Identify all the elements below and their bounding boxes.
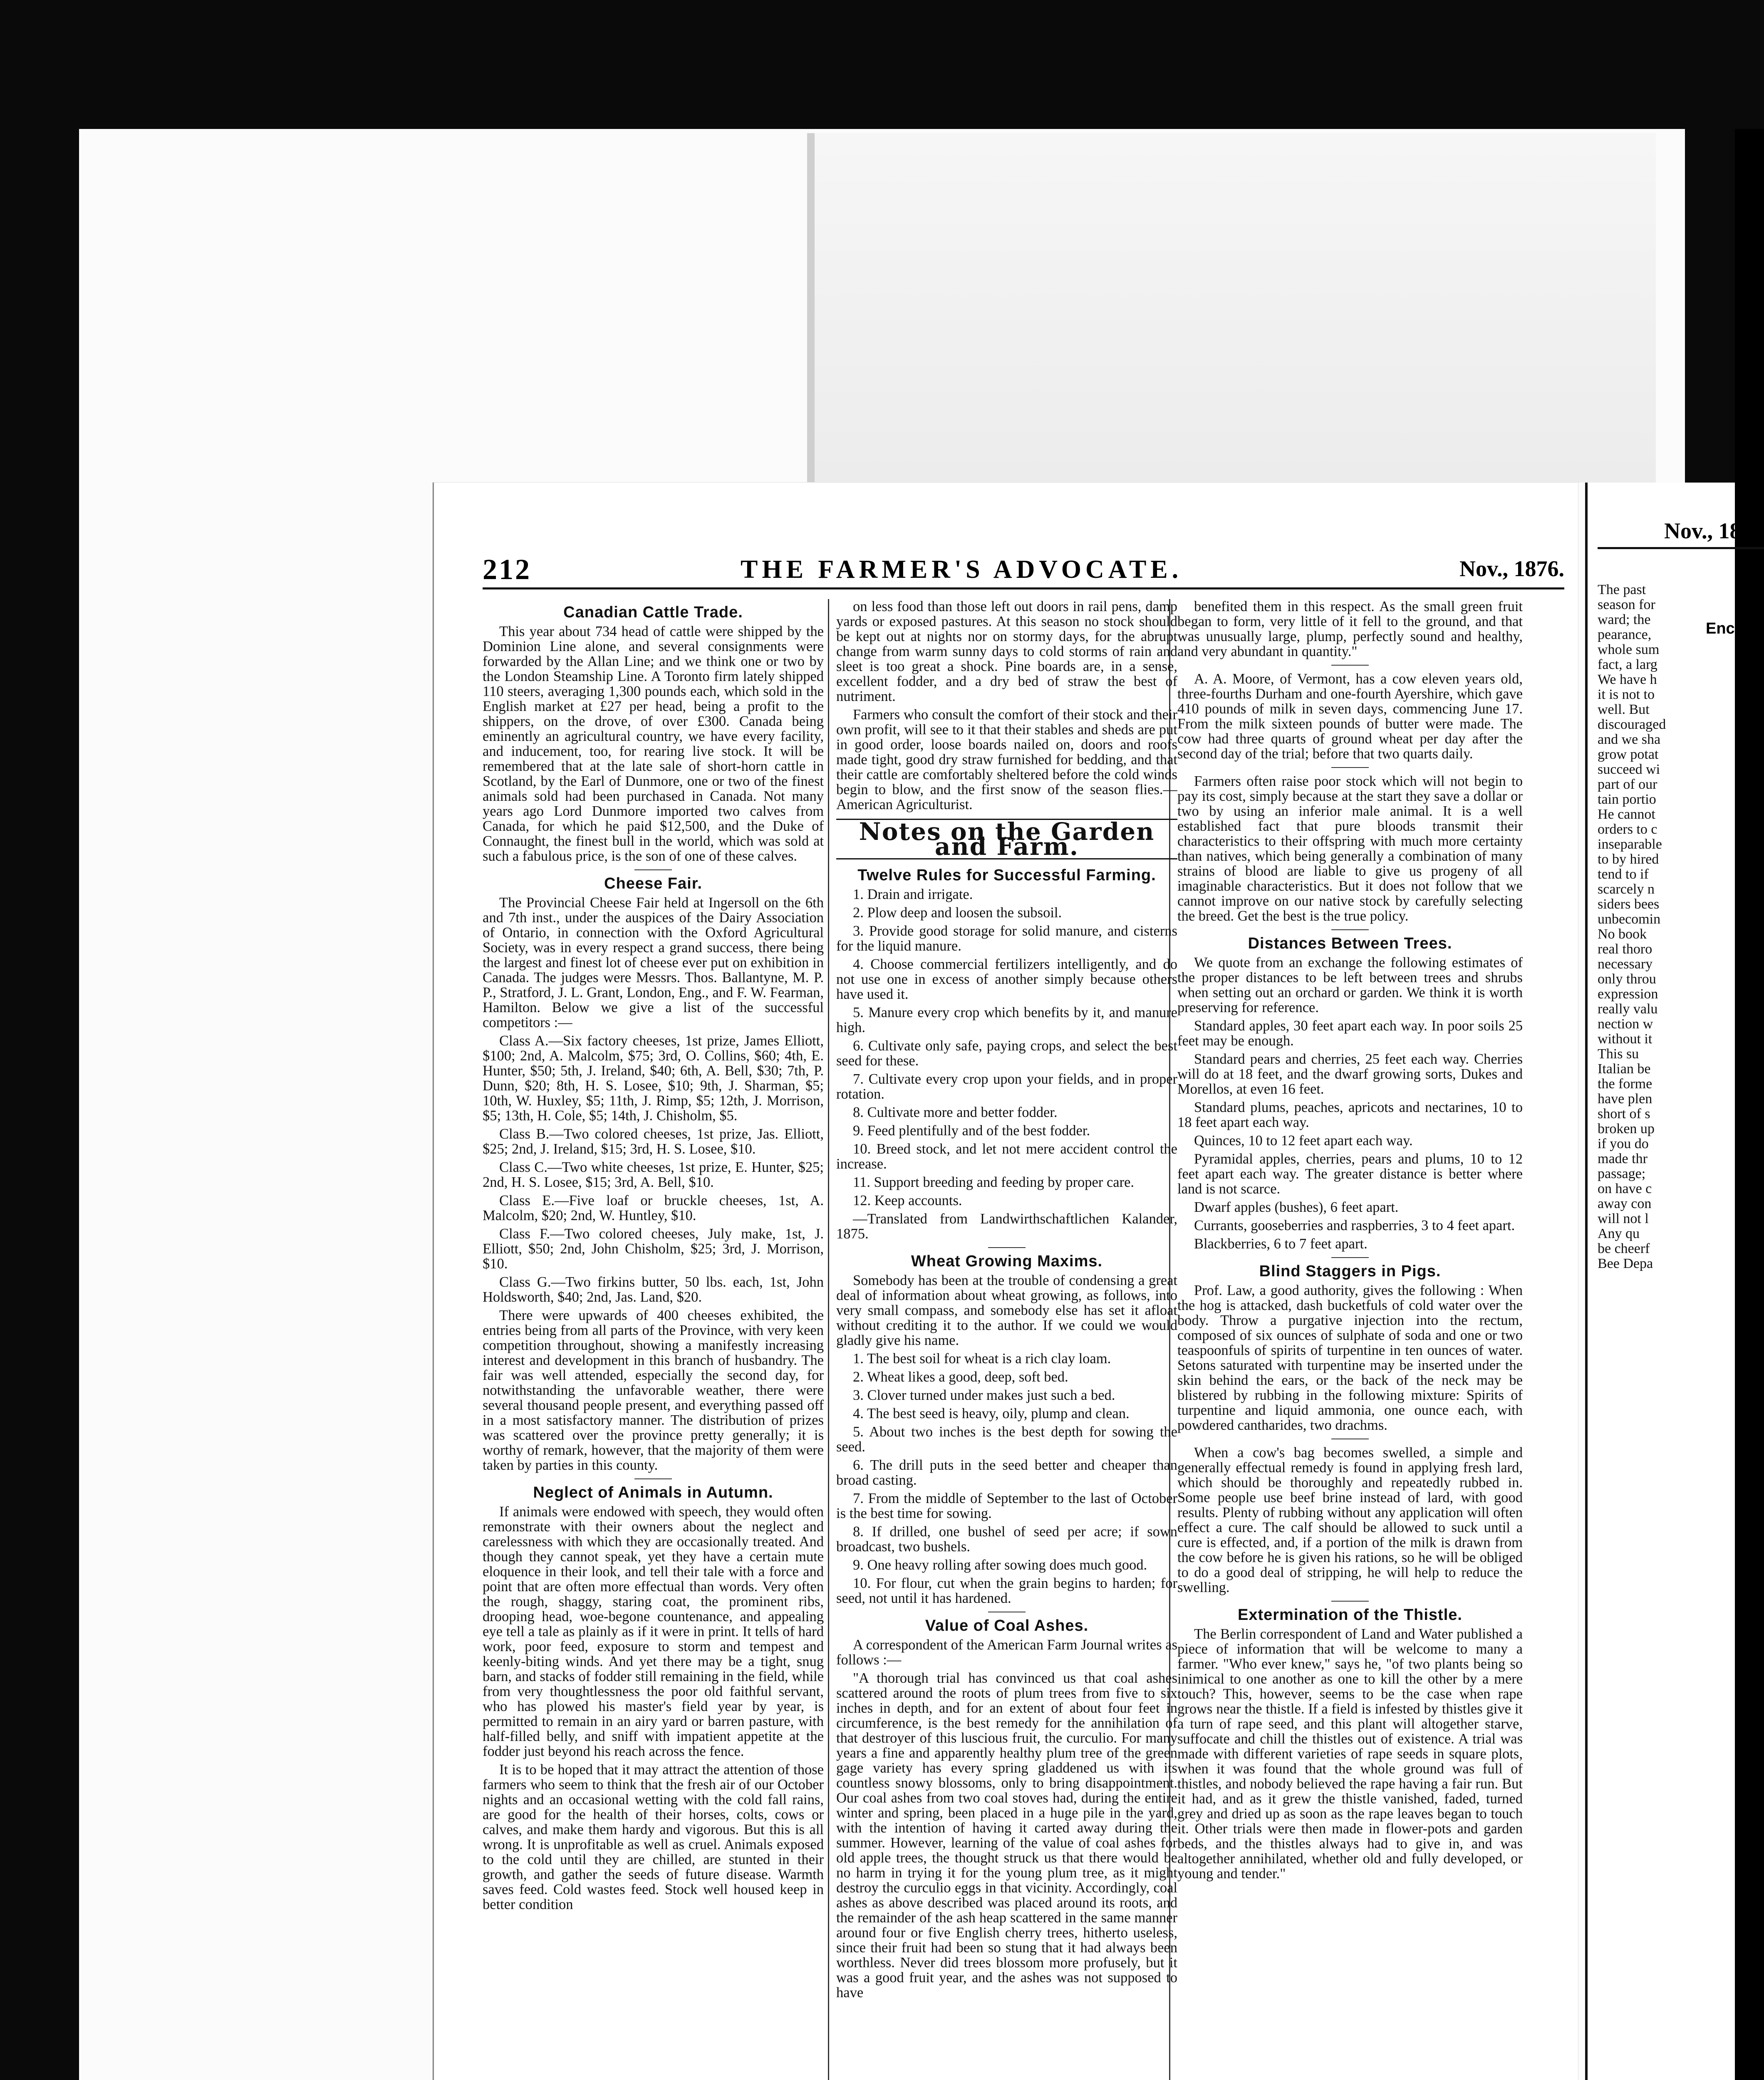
next-page-line: away con xyxy=(1598,1196,1652,1211)
rule-item: 8. Cultivate more and better fodder. xyxy=(853,1104,1058,1120)
next-page-line: part of our xyxy=(1598,777,1657,792)
tree-distance-item: Blackberries, 6 to 7 feet apart. xyxy=(1194,1236,1368,1252)
next-page-line: passage; xyxy=(1598,1166,1646,1181)
issue-date: Nov., 1876. xyxy=(1459,556,1564,581)
article-paragraph: Somebody has been at the trouble of condensing a great deal of information about wheat growing, as follows, into very small compass, and somebody else has set it afloat without crediting it to the author. If we could we would gladly give his name. xyxy=(836,1273,1177,1348)
prize-list-entry: Class E.—Five loaf or bruckle cheeses, 1st, A. Malcolm, $20; 2nd, W. Huntley, $10. xyxy=(483,1193,824,1223)
divider xyxy=(1331,767,1369,768)
header-rule xyxy=(483,587,1564,589)
next-page-line: broken up xyxy=(1598,1121,1655,1137)
next-page-line: Italian be xyxy=(1598,1061,1651,1077)
page-header xyxy=(483,553,1564,587)
next-page-line: made thr xyxy=(1598,1151,1648,1166)
tree-distance-item: Currants, gooseberries and raspberries, 3 to 4 feet apart. xyxy=(1194,1218,1515,1233)
column-divider xyxy=(828,599,829,2080)
next-page-line: whole sum xyxy=(1598,642,1660,657)
next-page-line: nection w xyxy=(1598,1016,1653,1032)
article-paragraph: When a cow's bag becomes swelled, a simple and generally effectual remedy is found in applying fresh lard, which should be thoroughly and repeatedly rubbed in. Some people use beef brine instead of lard, with good results. Plenty of rubbing without any application will often effect a cure. The calf should be allowed to suck until a cure is effected, and, if a portion of the milk is drawn from the cow before he is given his rations, so he will be obliged to do a good deal of stripping, he will help to reduce the swelling. xyxy=(1177,1445,1523,1595)
next-page-line: really valu xyxy=(1598,1001,1658,1017)
tree-distance-item: Pyramidal apples, cherries, pears and plums, 10 to 12 feet apart each way. The greater distance is better where land is not scarce. xyxy=(1177,1151,1523,1197)
next-page-line: The past xyxy=(1598,582,1646,597)
maxim-item: 10. For flour, cut when the grain begins to harden; for seed, not until it has hardened. xyxy=(836,1575,1177,1606)
article-paragraph: benefited them in this respect. As the small green fruit began to form, very little of it fell to the ground, and that was unusually large, plump, perfectly sound and healthy, and very abundant in quantity." xyxy=(1177,599,1523,659)
rule-item: 9. Feed plentifully and of the best fodder. xyxy=(853,1123,1090,1139)
next-page-line: real thoro xyxy=(1598,941,1653,957)
article-paragraph: Prof. Law, a good authority, gives the following : When the hog is attacked, dash bucketfuls of cold water over the body. Throw a purgative injection into the rectum, composed of six ounces of sulphate of soda and one or two teaspoonfuls of spirits of turpentine in ten ounces of water. Setons saturated with turpentine may be inserted under the skin behind the ears, or the back of the neck may be blistered by rubbing in the following mixture: Spirits of turpentine and liquid ammonia, one ounce each, with powdered cantharides, two drachms. xyxy=(1177,1283,1523,1433)
next-page-line: only throu xyxy=(1598,971,1656,987)
next-page-text-fragment xyxy=(1598,582,1731,1271)
next-page-line: tend to if xyxy=(1598,867,1649,882)
article-paragraph: Farmers who consult the comfort of their stock and their own profit, will see to it that their stables and sheds are put in good order, loose boards nailed on, doors and roofs made tight, good dry straw furnished for bedding, and that their cattle are comfortably sheltered before the cold winds begin to blow, and the first snow of the season flies.—American Agriculturist. xyxy=(836,707,1177,812)
maxim-item: 3. Clover turned under makes just such a bed. xyxy=(853,1387,1115,1403)
next-page-line: He cannot xyxy=(1598,807,1655,822)
rule-item: 12. Keep accounts. xyxy=(853,1193,962,1208)
next-page-line: it is not to xyxy=(1598,687,1655,702)
folded-page-area xyxy=(807,133,1656,483)
maxim-item: 8. If drilled, one bushel of seed per acre; if sown broadcast, two bushels. xyxy=(836,1524,1177,1555)
divider xyxy=(1331,1601,1369,1602)
rule-item: 1. Drain and irrigate. xyxy=(853,886,973,902)
scan-border-right xyxy=(1735,129,1764,2080)
next-page-line: if you do xyxy=(1598,1136,1649,1151)
rule-item: 2. Plow deep and loosen the subsoil. xyxy=(853,905,1062,921)
next-page-line: and we sha xyxy=(1598,732,1661,747)
maxim-item: 6. The drill puts in the seed better and cheaper than broad casting. xyxy=(836,1457,1177,1488)
article-heading: Cheese Fair. xyxy=(604,875,702,892)
next-page-line: be cheerf xyxy=(1598,1241,1650,1256)
prize-list-entry: Class C.—Two white cheeses, 1st prize, E. Hunter, $25; 2nd, H. S. Losee, $15; 3rd, A. Bell, $10. xyxy=(483,1159,824,1190)
article-paragraph: If animals were endowed with speech, they would often remonstrate with their owners about the neglect and carelessness with which they are occasionally treated. And though they cannot speak, yet they have a certain mute eloquence in their look, and tell their tale with a force and point that are often more effectual than words. Very often the rough, shaggy, staring coat, the prominent ribs, drooping head, woe-begone countenance, and appealing eye tell a tale as plainly as if it were in print. It tells of hard work, poor feed, exposure to storm and tempest and keenly-biting winds. And yet there may be a tight, snug barn, and stacks of fodder still remaining in the field, while from very thoughtlessness the poor old faithful servant, who has plowed his master's field year by year, is permitted to remain in an airy yard or barren pasture, with half-filled belly, and sniff with impatient appetite at the fodder just beyond his reach across the fence. xyxy=(483,1504,824,1759)
article-paragraph: The Provincial Cheese Fair held at Ingersoll on the 6th and 7th inst., under the auspices of the Dairy Association of Ontario, in connection with the Oxford Agricultural Society, was in every respect a grand success, there being the largest and finest lot of cheese ever put on exhibition in Canada. The judges were Messrs. Thos. Ballantyne, M. P. P., Stratford, J. L. Grant, London, Eng., and F. W. Fearman, Hamilton. Below we give a list of the successful competitors :— xyxy=(483,895,824,1030)
article-source: —Translated from Landwirthschaftlichen Kalander, 1875. xyxy=(836,1211,1177,1242)
divider xyxy=(1331,929,1369,930)
article-paragraph: A correspondent of the American Farm Journal writes as follows :— xyxy=(836,1637,1177,1668)
article-heading: Extermination of the Thistle. xyxy=(1238,1606,1462,1624)
tree-distance-item: Standard plums, peaches, apricots and nectarines, 10 to 18 feet apart each way. xyxy=(1177,1099,1523,1130)
article-paragraph: A. A. Moore, of Vermont, has a cow eleven years old, three-fourths Durham and one-fourth Ayershire, which gave 410 pounds of milk in seven days, commencing June 17. From the milk sixteen pounds of butter were made. The cow had three quarts of ground wheat per day after the second day of the trial; before that two quarts daily. xyxy=(1177,671,1523,762)
tree-distance-item: Standard pears and cherries, 25 feet each way. Cherries will do at 18 feet, and the dwarf growing sorts, Dukes and Morellos, at even 16 feet. xyxy=(1177,1051,1523,1097)
tree-distance-item: Quinces, 10 to 12 feet apart each way. xyxy=(1194,1133,1413,1149)
divider xyxy=(988,1247,1026,1248)
article-paragraph: There were upwards of 400 cheeses exhibited, the entries being from all parts of the Province, with very keen competition throughout, showing a manifestly increasing interest and development in this branch of husbandry. The fair was well attended, especially the second day, for notwithstanding the unfavorable weather, there were several thousand people present, and everything passed off in a most satisfactory manner. The distribution of prizes was scattered over the province pretty generally; it is worthy of remark, however, that the majority of them were taken by parties in this county. xyxy=(483,1307,824,1473)
next-page-line: on have c xyxy=(1598,1181,1652,1196)
next-page-line: tain portio xyxy=(1598,792,1656,807)
next-page-line: succeed wi xyxy=(1598,762,1660,777)
next-page-line: short of s xyxy=(1598,1106,1650,1122)
rule-item: 10. Breed stock, and let not mere accident control the increase. xyxy=(836,1141,1177,1172)
next-page-line: siders bees xyxy=(1598,896,1660,912)
next-page-line: discouraged xyxy=(1598,717,1666,732)
next-page-line: grow potat xyxy=(1598,747,1659,762)
article-heading: Canadian Cattle Trade. xyxy=(563,604,743,621)
next-page-line: fact, a larg xyxy=(1598,657,1657,672)
article-paragraph: It is to be hoped that it may attract the attention of those farmers who seem to think that the fresh air of our October nights and an occasional wetting with the cold fall rains, are good for the health of their horses, colts, cows or calves, and make them hardy and vigorous. But this is all wrong. It is unprofitable as well as cruel. Animals exposed to the cold until they are chilled, are stunted in their growth, and gather the seeds of future disease. Warmth saves feed. Cold wastes feed. Stock well housed keep in better condition xyxy=(483,1762,824,1912)
article-paragraph: This year about 734 head of cattle were shipped by the Dominion Line alone, and several consignments were forwarded by the Allan Line; and we think one or two by the London Steamship Line. A Toronto firm lately shipped 110 steers, averaging 1,300 pounds each, which sold in the English market at £27 per head, being a profit to the shippers, on the drove, of over £300. Canada being eminently an agricultural country, we have every facility, and inducement, too, for rearing live stock. It will be remembered that at the late sale of short-horn cattle in Scotland, by the Earl of Dunmore, one or two of the finest animals sold had been purchased in Canada. Not many years ago Lord Dunmore imported two calves from Canada, for which he paid $12,500, and the Duke of Connaught, the finest bull in the world, which was sold at such a fabulous price, is the son of one of these calves. xyxy=(483,624,824,864)
next-page-date: Nov., 18 xyxy=(1664,518,1741,543)
prize-list-entry: Class G.—Two firkins butter, 50 lbs. each, 1st, John Holdsworth, $40; 2nd, Jas. Land, $20. xyxy=(483,1274,824,1305)
column-1 xyxy=(483,599,824,2080)
rule-item: 7. Cultivate every crop upon your fields, and in proper rotation. xyxy=(836,1071,1177,1102)
next-page-line: orders to c xyxy=(1598,822,1657,837)
next-page-line: to by hired xyxy=(1598,852,1659,867)
article-paragraph: We quote from an exchange the following estimates of the proper distances to be left between trees and shrubs when setting out an orchard or garden. We think it is worth preserving for reference. xyxy=(1177,955,1523,1015)
column-2 xyxy=(836,599,1177,2080)
next-page-line: inseparable xyxy=(1598,837,1662,852)
article-paragraph: on less food than those left out doors in rail pens, damp yards or exposed pastures. At this season no stock should be kept out at nights nor on stormy days, for the abrupt change from warm sunny days to cold storms of rain and sleet is too great a shock. Pine boards are, in a sense, excellent fodder, and a dry bed of straw the best of nutriment. xyxy=(836,599,1177,704)
article-paragraph: The Berlin correspondent of Land and Water published a piece of information that will be welcome to many a farmer. "Who ever knew," says he, "of two plants being so inimical to one another as one to kill the other by a mere touch? This, however, seems to be the case when rape grows near the thistle. If a field is infested by thistles give it a turn of rape seed, and this plant will altogether starve, suffocate and chill the thistles out of existence. A trial was made with different varieties of rape seeds in square plots, when it was found that the whole ground was full of thistles, and nobody believed the rape having a fair run. But it had, and as it grew the thistle vanished, faded, turned grey and dried up as soon as the rape leaves began to touch it. Other trials were then made in flower-pots and garden beds, and the thistles always had to give in, and was altogether annihilated, whether old and fully developed, or young and tender." xyxy=(1177,1626,1523,1882)
article-paragraph: "A thorough trial has convinced us that coal ashes scattered around the roots of plum trees from five to six inches in depth, and for an extent of about four feet in circumference, is the best remedy for the annihilation of that destroyer of this luscious fruit, the curculio. For many years a fine and apparently healthy plum tree of the green gage variety has every spring gladdened us with its countless snowy blossoms, only to bring disappointment. Our coal ashes from two coal stoves had, during the entire winter and spring, been placed in a huge pile in the yard, with the intention of having it carted away during the summer. However, learning of the value of coal ashes for old apple trees, the thought struck us that there would be no harm in trying it for the young plum tree, as it might destroy the curculio eggs in that vicinity. Accordingly, coal ashes as above described was placed around its roots, and the remainder of the ash heap scattered in the same manner around four or five English cherry trees, hitherto useless, since their fruit had been so stung that it had always been worthless. Never did trees blossom more profusely, but it was a good fruit year, and the ashes was not supposed to have xyxy=(836,1670,1177,2001)
next-page-line: will not l xyxy=(1598,1211,1649,1226)
next-page-header-rule xyxy=(1598,547,1764,549)
page-number: 212 xyxy=(483,554,531,586)
next-page-line: have plen xyxy=(1598,1091,1653,1107)
article-heading: Value of Coal Ashes. xyxy=(925,1617,1089,1634)
rule-item: 11. Support breeding and feeding by proper care. xyxy=(853,1174,1135,1190)
column-3 xyxy=(1177,599,1523,2080)
rule-item: 5. Manure every crop which benefits by it, and manure high. xyxy=(836,1005,1177,1035)
divider xyxy=(634,869,672,870)
article-heading: Distances Between Trees. xyxy=(1248,935,1452,952)
article-heading: Twelve Rules for Successful Farming. xyxy=(857,867,1156,884)
masthead-title: THE FARMER'S ADVOCATE. xyxy=(741,555,1183,584)
next-page-line: expression xyxy=(1598,986,1658,1002)
rule-item: 3. Provide good storage for solid manure, and cisterns for the liquid manure. xyxy=(836,923,1177,954)
prize-list-entry: Class B.—Two colored cheeses, 1st prize, Jas. Elliott, $25; 2nd, J. Ireland, $15; 3rd, H. S. Losee, $10. xyxy=(483,1126,824,1157)
tree-distance-item: Dwarf apples (bushes), 6 feet apart. xyxy=(1194,1199,1399,1215)
rule-item: 4. Choose commercial fertilizers intelligently, and do not use one in excess of another simply because others have used it. xyxy=(836,956,1177,1002)
next-page-line: scarcely n xyxy=(1598,882,1655,897)
next-page-line: Bee Depa xyxy=(1598,1256,1653,1271)
maxim-item: 5. About two inches is the best depth for sowing the seed. xyxy=(836,1424,1177,1455)
next-page-line: well. But xyxy=(1598,702,1650,717)
section-title: Notes on the Garden and Farm. xyxy=(836,819,1177,859)
next-page-line: the forme xyxy=(1598,1076,1653,1092)
article-paragraph: Farmers often raise poor stock which will not begin to pay its cost, simply because at the start they save a dollar or two by using an inferior male animal. It is a well established fact that pure bloods transmit their characteristics to their offspring with much more certainty than natives, which being generally a combination of many strains of blood are liable to give us progeny of all imaginable characteristics. But it does not follow that we cannot improve on our native stock by carefully selecting the breed. Get the best is the true policy. xyxy=(1177,773,1523,924)
tree-distance-item: Standard apples, 30 feet apart each way. In poor soils 25 feet may be enough. xyxy=(1177,1018,1523,1049)
divider xyxy=(1331,1257,1369,1258)
next-page-line: necessary xyxy=(1598,956,1653,972)
divider xyxy=(1331,665,1369,666)
next-page-line: This su xyxy=(1598,1046,1639,1062)
prize-list-entry: Class A.—Six factory cheeses, 1st prize, James Elliott, $100; 2nd, A. Malcolm, $75; 3rd, O. Collins, $60; 4th, E. Hunter, $50; 5th, J. Ireland, $40; 6th, A. Bell, $30; 7th, P. Dunn, $20; 8th, H. S. Losee, $10; 9th, J. Sharman, $5; 10th, W. Huxley, $5; 11th, J. Rimp, $5; 12th, J. Morrison, $5; 13th, H. Cole, $5; 14th, J. Chisholm, $5. xyxy=(483,1033,824,1124)
article-heading: Blind Staggers in Pigs. xyxy=(1259,1263,1441,1280)
trees-list xyxy=(1177,1018,1523,1251)
next-page-line: No book xyxy=(1598,926,1647,942)
maxim-item: 7. From the middle of September to the last of October is the best time for sowing. xyxy=(836,1491,1177,1521)
maxim-item: 1. The best soil for wheat is a rich clay loam. xyxy=(853,1351,1111,1367)
next-page-heading: Encou xyxy=(1706,620,1754,637)
next-page-line: without it xyxy=(1598,1031,1653,1047)
maxim-item: 4. The best seed is heavy, oily, plump and clean. xyxy=(853,1406,1130,1421)
next-page-line: unbecomin xyxy=(1598,911,1661,927)
rules-list xyxy=(836,887,1177,1208)
prize-list-entry: Class F.—Two colored cheeses, July make, 1st, J. Elliott, $50; 2nd, John Chisholm, $25; 3rd, J. Morrison, $10. xyxy=(483,1226,824,1272)
divider xyxy=(634,1478,672,1479)
fold-edge xyxy=(807,133,815,491)
next-page-line: season for xyxy=(1598,597,1655,612)
next-page-line: pearance, xyxy=(1598,627,1652,642)
next-page-line: ward; the xyxy=(1598,612,1651,627)
article-heading: Neglect of Animals in Autumn. xyxy=(533,1484,773,1501)
next-page-line: Any qu xyxy=(1598,1226,1640,1241)
article-heading: Wheat Growing Maxims. xyxy=(911,1253,1103,1270)
next-page-line: We have h xyxy=(1598,672,1657,687)
maxim-item: 9. One heavy rolling after sowing does much good. xyxy=(853,1557,1147,1573)
maxims-list xyxy=(836,1351,1177,1606)
rule-item: 6. Cultivate only safe, paying crops, and select the best seed for these. xyxy=(836,1038,1177,1069)
maxim-item: 2. Wheat likes a good, deep, soft bed. xyxy=(853,1369,1068,1385)
